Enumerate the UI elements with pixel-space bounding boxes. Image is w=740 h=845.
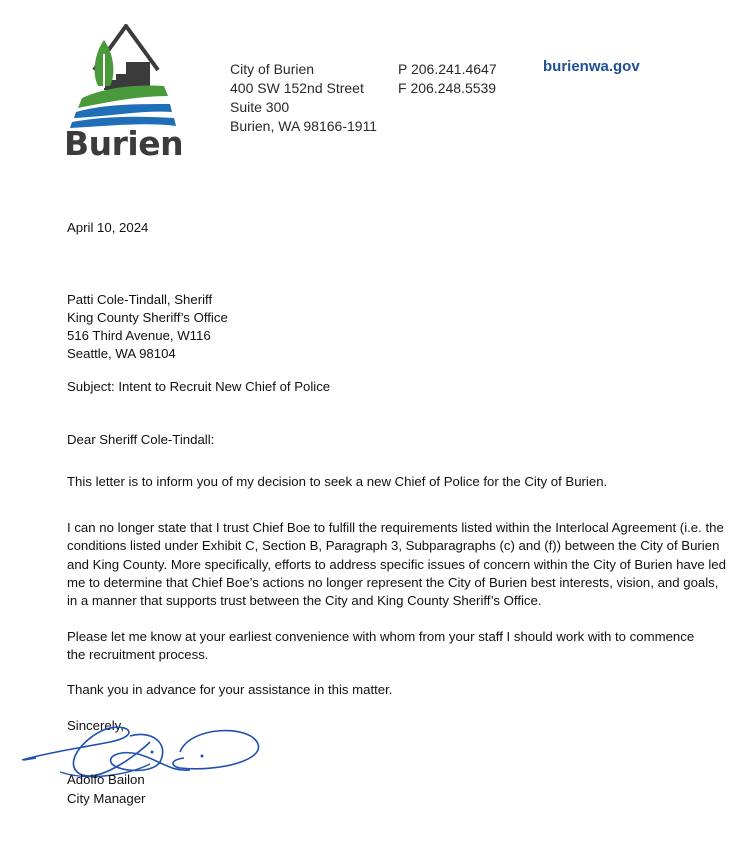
recipient-address	[67, 291, 228, 363]
signer-title: City Manager	[67, 791, 146, 806]
logo-wordmark: Burien	[64, 124, 184, 163]
salutation: Dear Sheriff Cole-Tindall:	[67, 432, 215, 447]
paragraph: Thank you in advance for your assistance in this matter.	[67, 682, 393, 697]
burien-logo	[64, 24, 184, 164]
address-line: 400 SW 152nd Street	[230, 80, 364, 96]
address-line: Suite 300	[230, 99, 290, 115]
paragraph: This letter is to inform you of my decision to seek a new Chief of Police for the City of Burien.	[67, 474, 608, 489]
recipient-line: Seattle, WA 98104	[67, 346, 176, 361]
signer-block	[67, 770, 145, 808]
address-line: City of Burien	[230, 61, 315, 77]
recipient-line: Patti Cole-Tindall, Sheriff	[67, 292, 213, 307]
closing: Sincerely,	[67, 718, 124, 733]
address-line: Burien, WA 98166-1911	[230, 118, 378, 134]
recipient-line: 516 Third Avenue, W116	[67, 328, 211, 343]
city-contact	[398, 60, 497, 98]
paragraph: Please let me know at your earliest convenience with whom from your staff I should work with to commence the recruitment process.	[67, 629, 695, 663]
letter-date: April 10, 2024	[67, 220, 149, 235]
fax-number: F 206.248.5539	[398, 80, 497, 96]
signer-name: Adolfo Bailon	[67, 772, 145, 787]
paragraph: I can no longer state that I trust Chief Boe to fulfill the requirements listed within the Interlocal Agreement (i.e. the conditions listed under Exhibit C, Section B, Paragraph 3, Subparagraphs (c) and (f)) between the City of Burien and King County. More specifically, efforts to address specific issues of concern within the City of Burien have led me to determine that Chief Boe’s actions no longer represent the City of Burien best interests, vision, and goals, in a manner that supports trust between the City and King County Sheriff’s Office.	[67, 520, 726, 609]
handwritten-signature-icon	[20, 712, 280, 792]
subject-line: Subject: Intent to Recruit New Chief of Police	[67, 379, 331, 394]
website-link[interactable]: burienwa.gov	[543, 58, 640, 75]
city-address	[230, 60, 377, 136]
burien-city-logo-icon	[64, 24, 180, 129]
recipient-line: King County Sheriff’s Office	[67, 310, 228, 325]
phone-number: P 206.241.4647	[398, 61, 497, 77]
